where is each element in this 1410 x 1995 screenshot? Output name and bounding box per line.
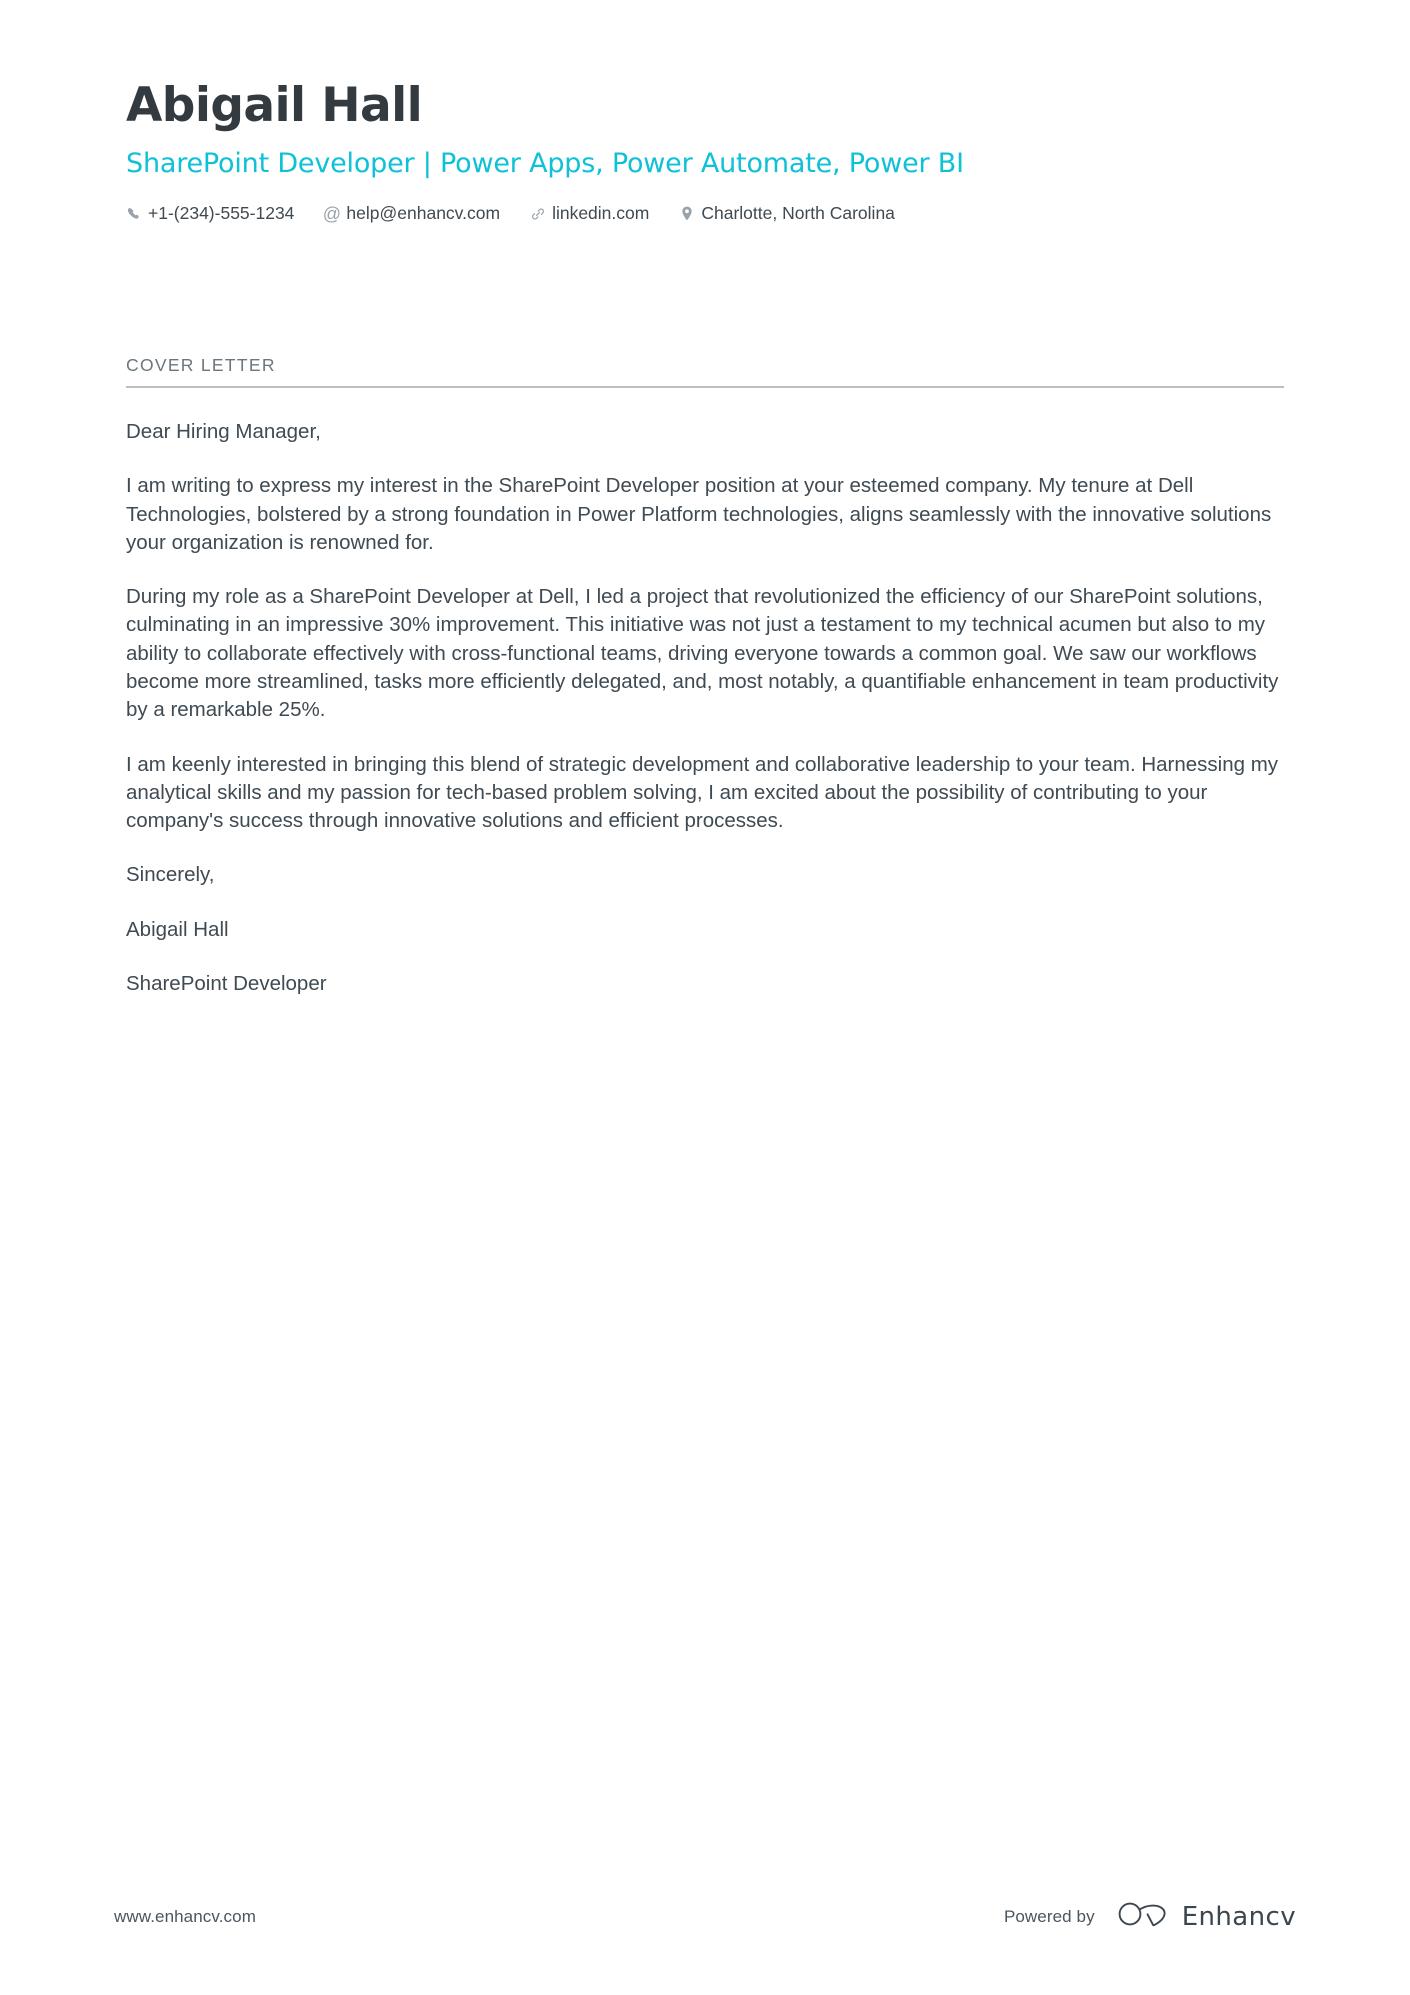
contact-item-phone[interactable] [126, 202, 294, 225]
contact-item-location[interactable] [679, 202, 895, 225]
contact-value-phone: +1-(234)-555-1234 [148, 203, 295, 224]
enhancv-mark-icon [1117, 1900, 1169, 1933]
letter-paragraph-3: I am keenly interested in bringing this blend of strategic development and collaborative leadership to your team. Harnessing my analytical skills and my passion for tech-based problem solving, I am excited about the possibility of contributing to your company's success through innovative solutions and efficient processes. [126, 752, 1279, 833]
enhancv-logo[interactable] [1117, 1900, 1296, 1933]
location-icon [679, 205, 694, 222]
contact-item-email[interactable] [324, 202, 500, 225]
letter-salutation: Dear Hiring Manager, [126, 420, 321, 443]
contact-item-linkedin[interactable] [530, 202, 649, 225]
document-header [126, 80, 1284, 225]
phone-icon [126, 205, 141, 222]
section-title: COVER LETTER [126, 355, 276, 375]
letter-paragraph-2: During my role as a SharePoint Developer at Dell, I led a project that revolutionized the efficiency of our SharePoint solutions, culminating in an impressive 30% improvement. This initiative was not just a testament to my technical acumen but also to my ability to collaborate effectively with cross-functional teams, driving everyone towards a common goal. We saw our workflows become more streamlined, tasks more efficiently delegated, and, most notably, a quantifiable enhancement in team productivity by a remarkable 25%. [126, 585, 1279, 722]
candidate-job-title: SharePoint Developer | Power Apps, Power Automate, Power BI [126, 147, 964, 179]
contact-value-location: Charlotte, North Carolina [701, 203, 895, 224]
letter-closing: Sincerely, [126, 863, 215, 887]
powered-by-label: Powered by [1003, 1906, 1095, 1926]
link-icon [530, 205, 545, 222]
section-divider [126, 386, 1284, 388]
candidate-name: Abigail Hall [126, 78, 423, 133]
cover-letter-section [126, 355, 1284, 998]
letter-signature-name: Abigail Hall [126, 917, 229, 941]
enhancv-wordmark: Enhancv [1181, 1901, 1296, 1932]
footer-branding [1004, 1900, 1296, 1933]
contact-value-email: help@enhancv.com [346, 203, 501, 224]
contact-row [126, 202, 1284, 225]
email-icon: @ [322, 203, 342, 224]
page-footer [0, 1900, 1410, 1933]
letter-body [126, 418, 1284, 998]
footer-website-url[interactable]: www.enhancv.com [114, 1906, 256, 1926]
letter-signature-title: SharePoint Developer [126, 971, 327, 995]
contact-value-linkedin: linkedin.com [552, 203, 650, 224]
letter-paragraph-1: I am writing to express my interest in the SharePoint Developer position at your esteemed company. My tenure at Dell Technologies, bolstered by a strong foundation in Power Platform technologies, aligns seamlessly with the innovative solutions your organization is renowned for. [126, 474, 1272, 554]
